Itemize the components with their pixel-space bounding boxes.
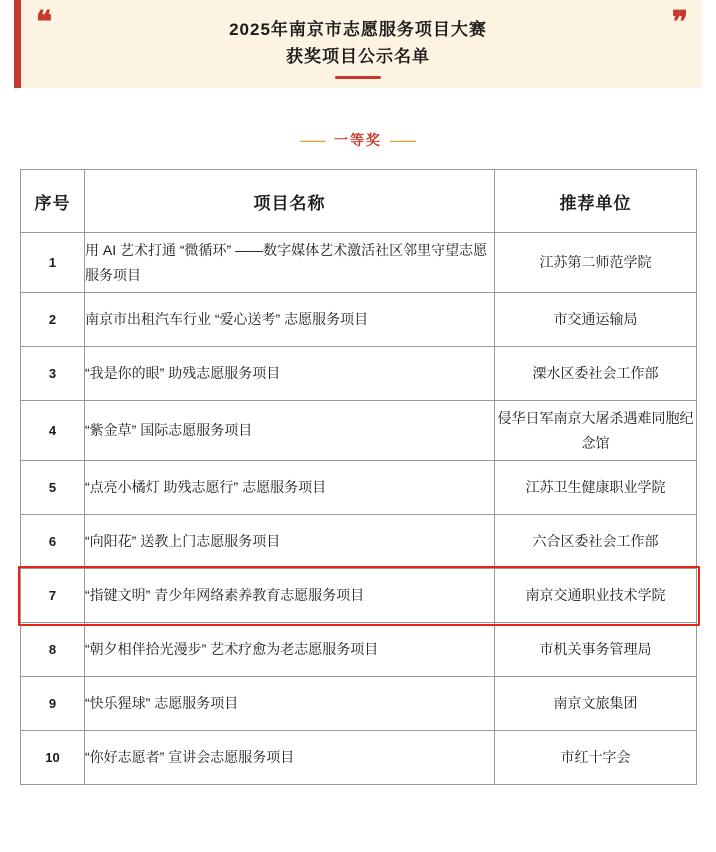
column-header-project-name: 项目名称 <box>85 170 495 233</box>
row-no: 9 <box>21 677 85 731</box>
row-recommending-unit: 侵华日军南京大屠杀遇难同胞纪念馆 <box>495 401 697 461</box>
row-recommending-unit: 市红十字会 <box>495 731 697 785</box>
award-deco-right: —— <box>390 132 416 148</box>
award-table <box>20 169 697 785</box>
row-project-name: “我是你的眼” 助残志愿服务项目 <box>85 347 495 401</box>
row-project-name: “点亮小橘灯 助残志愿行” 志愿服务项目 <box>85 461 495 515</box>
row-project-name: “朝夕相伴拾光漫步” 艺术疗愈为老志愿服务项目 <box>85 623 495 677</box>
row-recommending-unit: 溧水区委社会工作部 <box>495 347 697 401</box>
table-row-highlighted <box>21 569 697 623</box>
row-project-name: 用 AI 艺术打通 “微循环” ——数字媒体艺术激活社区邻里守望志愿服务项目 <box>85 233 495 293</box>
table-row <box>21 233 697 293</box>
row-recommending-unit: 市机关事务管理局 <box>495 623 697 677</box>
page-title-line2: 获奖项目公示名单 <box>286 47 430 67</box>
page-title <box>14 0 702 70</box>
row-no: 8 <box>21 623 85 677</box>
award-label-text: 一等奖 <box>334 132 382 148</box>
table-row <box>21 347 697 401</box>
row-recommending-unit: 南京文旅集团 <box>495 677 697 731</box>
column-header-recommending-unit: 推荐单位 <box>495 170 697 233</box>
table-row <box>21 623 697 677</box>
award-section-label <box>0 130 716 150</box>
table-row <box>21 401 697 461</box>
row-recommending-unit: 市交通运输局 <box>495 293 697 347</box>
row-project-name: “紫金草” 国际志愿服务项目 <box>85 401 495 461</box>
page-title-line1: 2025年南京市志愿服务项目大赛 <box>229 20 487 39</box>
row-no: 2 <box>21 293 85 347</box>
table-header-row <box>21 170 697 233</box>
table-row <box>21 293 697 347</box>
table-row <box>21 677 697 731</box>
row-recommending-unit: 南京交通职业技术学院 <box>495 569 697 623</box>
row-project-name: “快乐猩球” 志愿服务项目 <box>85 677 495 731</box>
table-header <box>21 170 697 233</box>
row-project-name: 南京市出租汽车行业 “爱心送考” 志愿服务项目 <box>85 293 495 347</box>
row-no: 5 <box>21 461 85 515</box>
row-project-name: “向阳花” 送教上门志愿服务项目 <box>85 515 495 569</box>
row-no: 4 <box>21 401 85 461</box>
table-row <box>21 515 697 569</box>
row-no: 10 <box>21 731 85 785</box>
table-row <box>21 731 697 785</box>
row-project-name: “你好志愿者” 宣讲会志愿服务项目 <box>85 731 495 785</box>
quote-left-icon: ❝ <box>36 6 51 39</box>
quote-right-icon: ❞ <box>671 6 686 39</box>
banner-accent-bar <box>14 0 21 88</box>
header-banner <box>14 0 702 88</box>
award-table-wrapper <box>20 169 696 785</box>
row-no: 3 <box>21 347 85 401</box>
award-deco-left: —— <box>300 132 326 148</box>
row-recommending-unit: 六合区委社会工作部 <box>495 515 697 569</box>
table-row <box>21 461 697 515</box>
row-project-name: “指键文明” 青少年网络素养教育志愿服务项目 <box>85 569 495 623</box>
row-recommending-unit: 江苏第二师范学院 <box>495 233 697 293</box>
row-no: 6 <box>21 515 85 569</box>
column-header-no: 序号 <box>21 170 85 233</box>
table-body <box>21 233 697 785</box>
row-recommending-unit: 江苏卫生健康职业学院 <box>495 461 697 515</box>
row-no: 1 <box>21 233 85 293</box>
row-no: 7 <box>21 569 85 623</box>
banner-underline <box>335 76 381 79</box>
